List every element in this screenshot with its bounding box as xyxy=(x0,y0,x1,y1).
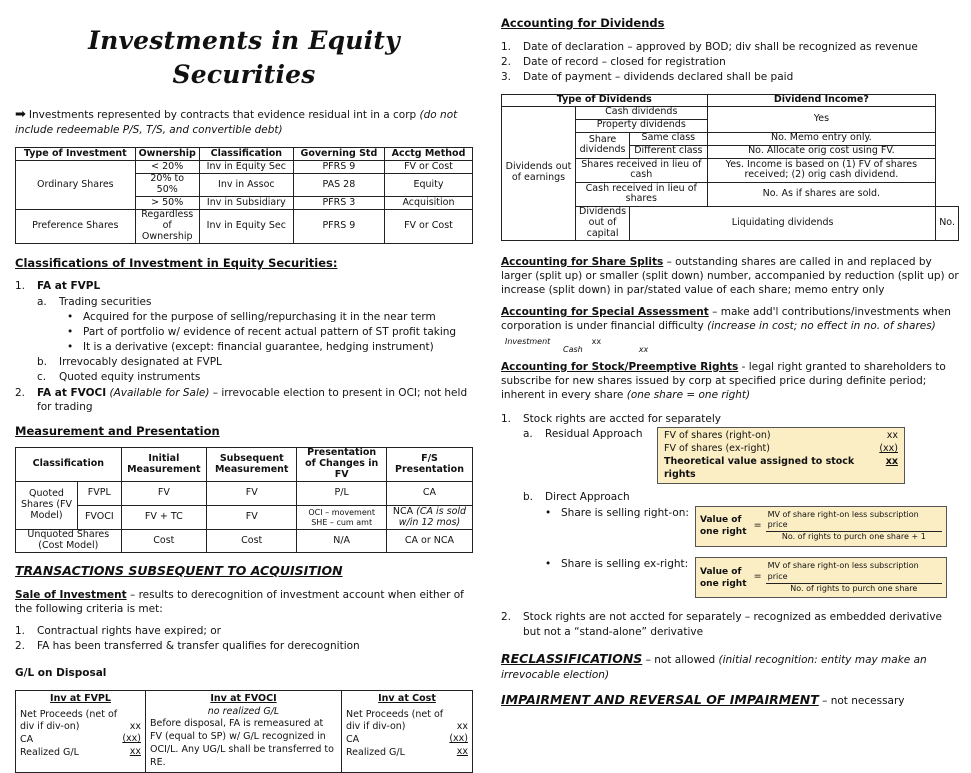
measurement-table: Classification Initial Measurement Subsequent Measurement Presentation of Changes in FV F/S Presentation Quoted Shares (FV Model) FVPL FV FV P/L CA FVOCI FV + TC FV OCI – movement SHE – cum amt NCA (CA is sold w/in 12 mos) Unquoted Shares (Cost Model) Cost Cost N/A CA or NCA xyxy=(15,447,473,553)
right-on-formula-box: Value of one right = $\frac{\text{MV of share right-on less subscription price}}{\text{No. of rights to purch one share + 1}}$ xyxy=(695,506,947,547)
table-row: Shares received in lieu of cash Yes. Income is based on (1) FV of shares received; (2) orig cash dividend. xyxy=(502,158,959,182)
measurement-heading: Measurement and Presentation xyxy=(15,423,220,438)
dividends-table: Type of Dividends Dividend Income? Dividends out of earnings Cash dividends Yes Property dividends Share dividends Same class No. Memo entry only. Different class No. Allocate orig cost using FV. Shares received in lieu of cash Yes. Income is based on (1) FV of shares received; (2) orig cash dividend. Cash received in lieu of shares No. As if shares are sold. Dividends out of capital Liquidating dividends No. xyxy=(501,94,959,241)
transactions-heading: TRANSACTIONS SUBSEQUENT TO ACQUISITION xyxy=(15,563,343,579)
table-row: Preference Shares Regardless of Ownership Inv in Equity Sec PFRS 9 FV or Cost xyxy=(16,210,473,244)
sale-paragraph: Sale of Investment – results to derecognition of investment account when either of the following criteria is met: xyxy=(15,588,464,616)
residual-approach-box: FV of shares (right-on) xx FV of shares (ex-right) (xx) Theoretical value assigned to stock rights xx xyxy=(657,427,905,484)
table-row: Cash received in lieu of shares No. As if shares are sold. xyxy=(502,182,959,206)
gl-heading: G/L on Disposal xyxy=(15,666,107,679)
dividend-dates-list: 1. Date of declaration – approved by BOD; div shall be recognized as revenue 2. Date of record – closed for registration 3. Date of payment – dividends declared shall be paid xyxy=(501,40,918,83)
gl-fvpl: Inv at FVPL Net Proceeds (net of div if div-on) CA Realized G/L xx (xx) xx xyxy=(16,691,146,772)
right-column xyxy=(501,0,959,713)
left-column xyxy=(15,0,473,773)
table-row: > 50% Inv in Subsidiary PFRS 3 Acquisition xyxy=(16,197,473,210)
impairment: IMPAIRMENT AND REVERSAL OF IMPAIRMENT – not necessary xyxy=(501,691,905,707)
table-row: FVOCI FV + TC FV OCI – movement SHE – cum amt NCA (CA is sold w/in 12 mos) xyxy=(16,506,473,530)
sale-criteria-list: 1. Contractual rights have expired; or 2. FA has been transferred & transfer qualifies for derecognition xyxy=(15,625,360,653)
table-row: Quoted Shares (FV Model) FVPL FV FV P/L CA xyxy=(16,482,473,506)
table-row: Dividends out of earnings Cash dividends Yes xyxy=(502,106,959,119)
ex-right-formula-box: Value of one right = $\frac{\text{MV of share right-on less subscription price}}{\text{No. of rights to purch one share}}$ xyxy=(695,557,947,598)
table-row: Share dividends Same class No. Memo entry only. xyxy=(502,132,959,145)
table-row: Ordinary Shares < 20% Inv in Equity Sec PFRS 9 FV or Cost xyxy=(16,161,473,174)
classifications-heading: Classifications of Investment in Equity Securities: xyxy=(15,255,338,270)
gl-cost: Inv at Cost Net Proceeds (net of div if div-on) CA Realized G/L xx (xx) xx xyxy=(346,692,468,758)
intro: ➡ Investments represented by contracts that evidence residual int in a corp (do not include redeemable P/S, T/S, and convertible debt) xyxy=(15,106,458,137)
classifications-list: 1. FA at FVPL a. Trading securities • Acquired for the purpose of selling/repurchasing it in the near term • Part of portfolio w/ evidence of recent actual pattern of ST profit taking • It is a derivative (except: financial guarantee, hedging instrument) b. Irrevocably designated at FVPL c. Quoted equity instruments 2. FA at FVOCI (Available for Sale) – irrevocable election to present in OCI; not held for trading xyxy=(15,280,468,413)
reclassifications: RECLASSIFICATIONS – not allowed (initial recognition: entity may make an irrevocable election) xyxy=(501,650,927,681)
gl-fvoci: Inv at FVOCI no realized G/L Before disposal, FA is remeasured at FV (equal to SP) w/ G/L recognized in OCI/L. Any UG/L shall be transferred to RE. xyxy=(146,691,342,772)
stock-rights: Accounting for Stock/Preemptive Rights - legal right granted to shareholders to subscribe for new shares issued by corp at specified price during definite period; inherent in every share (one share = one right) xyxy=(501,360,946,401)
investment-types-table: Type of Investment Ownership Classification Governing Std Acctg Method Ordinary Shares < 20% Inv in Equity Sec PFRS 9 FV or Cost 20% to 50% Inv in Assoc PAS 28 Equity > 50% Inv in Subsidiary PFRS 3 Acquisition Preference Shares Regardless of Ownership Inv in Equity Sec PFRS 9 FV or Cost xyxy=(15,147,473,244)
special-assessment: Accounting for Special Assessment – make add'l contributions/investments when corporation is under financial difficulty (increase in cost; no effect in no. of shares) Investment xx Cash xx xyxy=(501,306,951,354)
table-row: Property dividends xyxy=(502,119,959,132)
arrow-right-icon: ➡ xyxy=(15,106,26,122)
stock-rights-list: 1. Stock rights are accted for separately a. Residual Approach FV of shares (right-on) xx FV of shares (ex-right) (xx) Theoretical value assigned to stock rights xx b. Direct Approach • Share is selling right-on: Value of one right = $\frac{\text{MV of share right-on less subscription price}}{\text{No. of rights to purch one share + 1}}$ • Share is selling ex-right: Value of one right = $\frac{\text{MV of share right-on less subscription price}}{\text{No. of rights to purch one share}}$ 2. Stock rights are not accted for separately – recognized as embedded derivative but not a “stand-alone” derivative xyxy=(501,412,959,639)
page-title: Investments in Equity Securities xyxy=(88,26,400,89)
table-row: 20% to 50% Inv in Assoc PAS 28 Equity xyxy=(16,174,473,197)
share-splits: Accounting for Share Splits – outstanding shares are called in and replaced by larger (split up) or smaller (split down) number, accompanied by reduction (split up) or increase (split down) in par/stated value of each share; memo entry only xyxy=(501,255,959,297)
table-row: Different class No. Allocate orig cost using FV. xyxy=(502,145,959,158)
gl-disposal-box xyxy=(15,690,473,773)
table-row: Unquoted Shares (Cost Model) Cost Cost N/A CA or NCA xyxy=(16,530,473,553)
dividends-heading: Accounting for Dividends xyxy=(501,16,665,30)
table-row: Dividends out of capital Liquidating dividends No. xyxy=(502,206,959,240)
